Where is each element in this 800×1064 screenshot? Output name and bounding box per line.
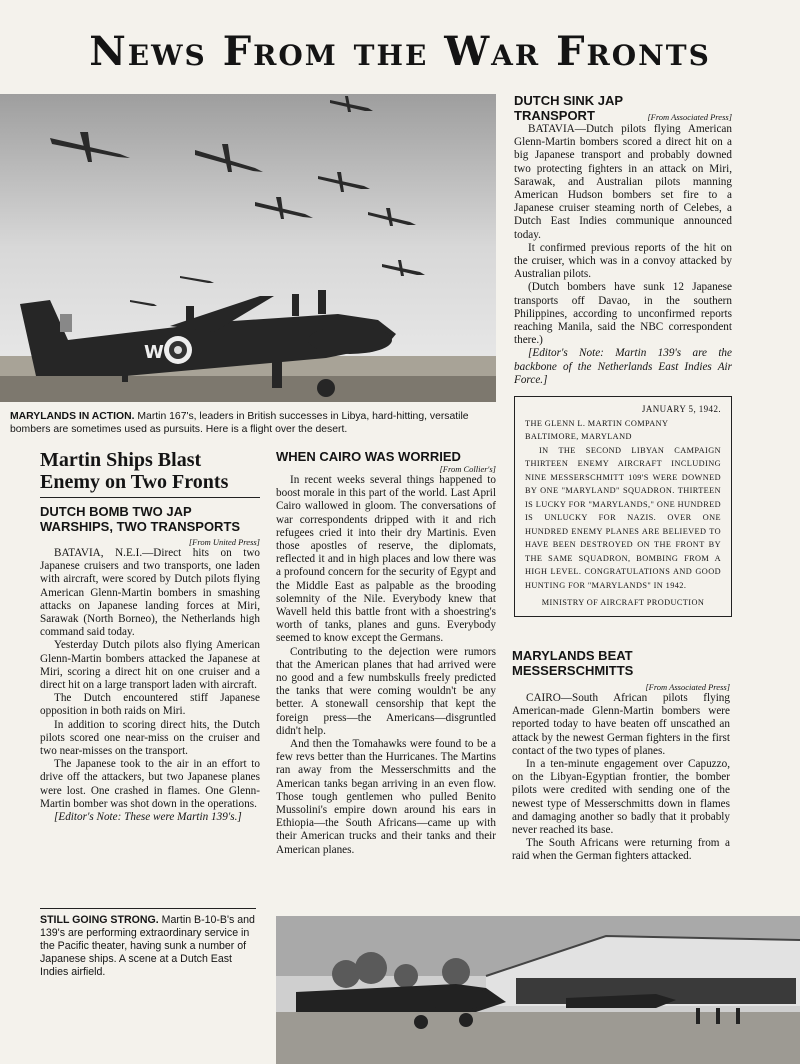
marylands-article: [512, 648, 730, 864]
martin-ships-source: [From United Press]: [188, 537, 260, 547]
dutch-sink-title-1: DUTCH SINK JAP: [514, 93, 624, 108]
top-caption-title: MARYLANDS IN ACTION.: [10, 411, 135, 422]
cairo-article: [276, 449, 496, 857]
dutch-sink-note: [Editor's Note: Martin 139's are the backbone of the Netherlands East Indies Air Force.]: [514, 347, 732, 386]
martin-ships-p4: In addition to scoring direct hits, the Dutch pilots scored one near-miss on the cruiser and two near-misses on the transport.: [40, 718, 260, 758]
telegram-address-1: THE GLENN L. MARTIN COMPANY: [525, 418, 669, 428]
martin-ships-p2: Yesterday Dutch pilots also flying American Glenn-Martin bombers attacked the Japanese at Miri, scoring a direct hit on one cruiser and a direct hit on a large transport laden with aircraft.: [40, 639, 260, 692]
telegram-address-2: BALTIMORE, MARYLAND: [525, 432, 632, 441]
bottom-photo: [276, 916, 800, 1064]
dutch-sink-p3: (Dutch bombers have sunk 12 Japanese transports off Davao, in the southern Philippines, according to unconfirmed reports reaching Manila, said the NBC correspondent there.): [514, 281, 732, 347]
marylands-p3: The South Africans were returning from a raid when the German fighters attacked.: [512, 837, 730, 863]
dutch-sink-p1: BATAVIA—Dutch pilots flying American Glenn-Martin bombers scored a direct hit on a big Japanese transport and probably downed two protecting fighters in an attack on Miri, Sarawak, and Australian pilots manning American Hudson bombers set fire to a Japanese cruiser steaming north of Celebes, a Dutch East Indies communique announced today.: [514, 123, 732, 241]
martin-ships-article: [40, 449, 260, 824]
bottom-photo-caption: [40, 914, 256, 979]
cairo-title: WHEN CAIRO WAS WORRIED: [276, 449, 461, 464]
telegram-box: [514, 396, 732, 617]
cairo-p2: Contributing to the dejection were rumors that the American planes that had arrived were no good and a few numbskulls freely predicted the tanks that were coming wouldn't be any better. A stonewall censorship that kept the foreign press—the Americans—disgruntled didn't help.: [276, 645, 496, 737]
cairo-p3: And then the Tomahawks were found to be a few revs better than the Hurricanes. The Martins ran away from the Messerschmitts and the American tanks began arriving in an even flow. Those tough gentlemen who pulled Benito Mussolini's empire down around his ears in Ethiopia—the South Africans—came up with their American trucks and their tanks and their American planes.: [276, 738, 496, 856]
martin-ships-p1: BATAVIA, N.E.I.—Direct hits on two Japanese cruisers and two transports, one laden with aircraft, were scored by Dutch pilots flying American Glenn-Martin bombers in smashing attacks on Japanese landing forces at Miri, Sarawak (North Borneo), the Netherlands high command said today.: [40, 547, 260, 639]
marylands-title-2: MESSERSCHMITTS: [512, 663, 634, 678]
dutch-sink-title-2: TRANSPORT: [514, 108, 595, 123]
marylands-source: [From Associated Press]: [645, 682, 730, 692]
martin-ships-p5: The Japanese took to the air in an effort to drive off the attackers, but two Japanese planes were lost. One crashed in flames. One Glenn-Martin bomber was shot down in the operations.: [40, 758, 260, 810]
dutch-sink-article: [514, 93, 732, 387]
top-caption-text: Martin 167's, leaders in British successes in Libya, hard-hitting, versatile bombers are sometimes used as pursuits. Here is a flight over the desert.: [10, 411, 469, 435]
martin-ships-p3: The Dutch encountered stiff Japanese opposition in both raids on Miri.: [40, 692, 260, 718]
masthead: News From the War Fronts: [89, 28, 711, 75]
marylands-p2: In a ten-minute engagement over Capuzzo, on the Libyan-Egyptian frontier, the bomber pilots were credited with sending one of the newest type of Messerschmitts down in flames and damaging another so badly that it probably never reached its base.: [512, 758, 730, 837]
telegram-body: IN THE SECOND LIBYAN CAMPAIGN THIRTEEN ENEMY AIRCRAFT INCLUDING NINE MESSERSCHMITT 109'S WERE DOWNED BY ONE "MARYLAND" SQUADRON. THIRTEEN IS LUCKY FOR "MARYLANDS," ONE HUNDRED IS UNLUCKY FOR NAZIS. OVER ONE HUNDRED ENEMY PLANES ARE BELIEVED TO HAVE BEEN DESTROYED ON THE FRONT BY THE SAME SQUADRON, BOMBING FROM A HIGH LEVEL. CONGRATULATIONS AND GOOD HUNTING FOR "MARYLANDS" IN 1942.: [525, 445, 721, 590]
cairo-p1: In recent weeks several things happened to boost morale in this part of the world. Last April Cairo wallowed in gloom. The conversations of war correspondents dripped with it and rich refugees cried it into their dry Martinis. Even those apostles of reserve, the diplomats, reflected it and in high places and low there was a profound concern for the security of Egypt and the Middle East as palpable as the brooding solemnity of the Nile. Everybody knew that Wavell held this battle front with a shoestring's worth of tanks, planes and guns. Everybody seemed to know except the Germans.: [276, 474, 496, 645]
marylands-title-1: MARYLANDS BEAT: [512, 648, 633, 663]
top-photo: [0, 94, 496, 402]
marylands-p1: CAIRO—South African pilots flying American-made Glenn-Martin bombers were reported today to have beaten off unscathed an attack by the newest German fighters in the first contact of the two types of planes.: [512, 692, 730, 757]
top-photo-caption: [10, 410, 496, 436]
dutch-sink-source: [From Associated Press]: [647, 112, 732, 122]
telegram-date: JANUARY 5, 1942.: [641, 404, 721, 414]
martin-ships-subhead: DUTCH BOMB TWO JAP WARSHIPS, TWO TRANSPORTS: [40, 504, 241, 534]
martin-ships-note: [Editor's Note: These were Martin 139's.]: [54, 811, 242, 824]
cairo-source: [From Collier's]: [439, 464, 496, 474]
bottom-caption-text: Martin B-10-B's and 139's are performing extraordinary service in the Pacific theater, having sunk a number of Japanese ships. A scene at a Dutch East Indies airfield.: [40, 914, 255, 978]
dutch-sink-p2: It confirmed previous reports of the hit on the cruiser, which was in a convoy attacked by Australian pilots.: [514, 241, 732, 281]
bottom-caption-title: STILL GOING STRONG.: [40, 914, 159, 926]
telegram-signature: MINISTRY OF AIRCRAFT PRODUCTION: [541, 598, 705, 607]
svg-text:W: W: [144, 342, 164, 363]
martin-ships-headline: Martin Ships Blast Enemy on Two Fronts: [40, 449, 229, 493]
